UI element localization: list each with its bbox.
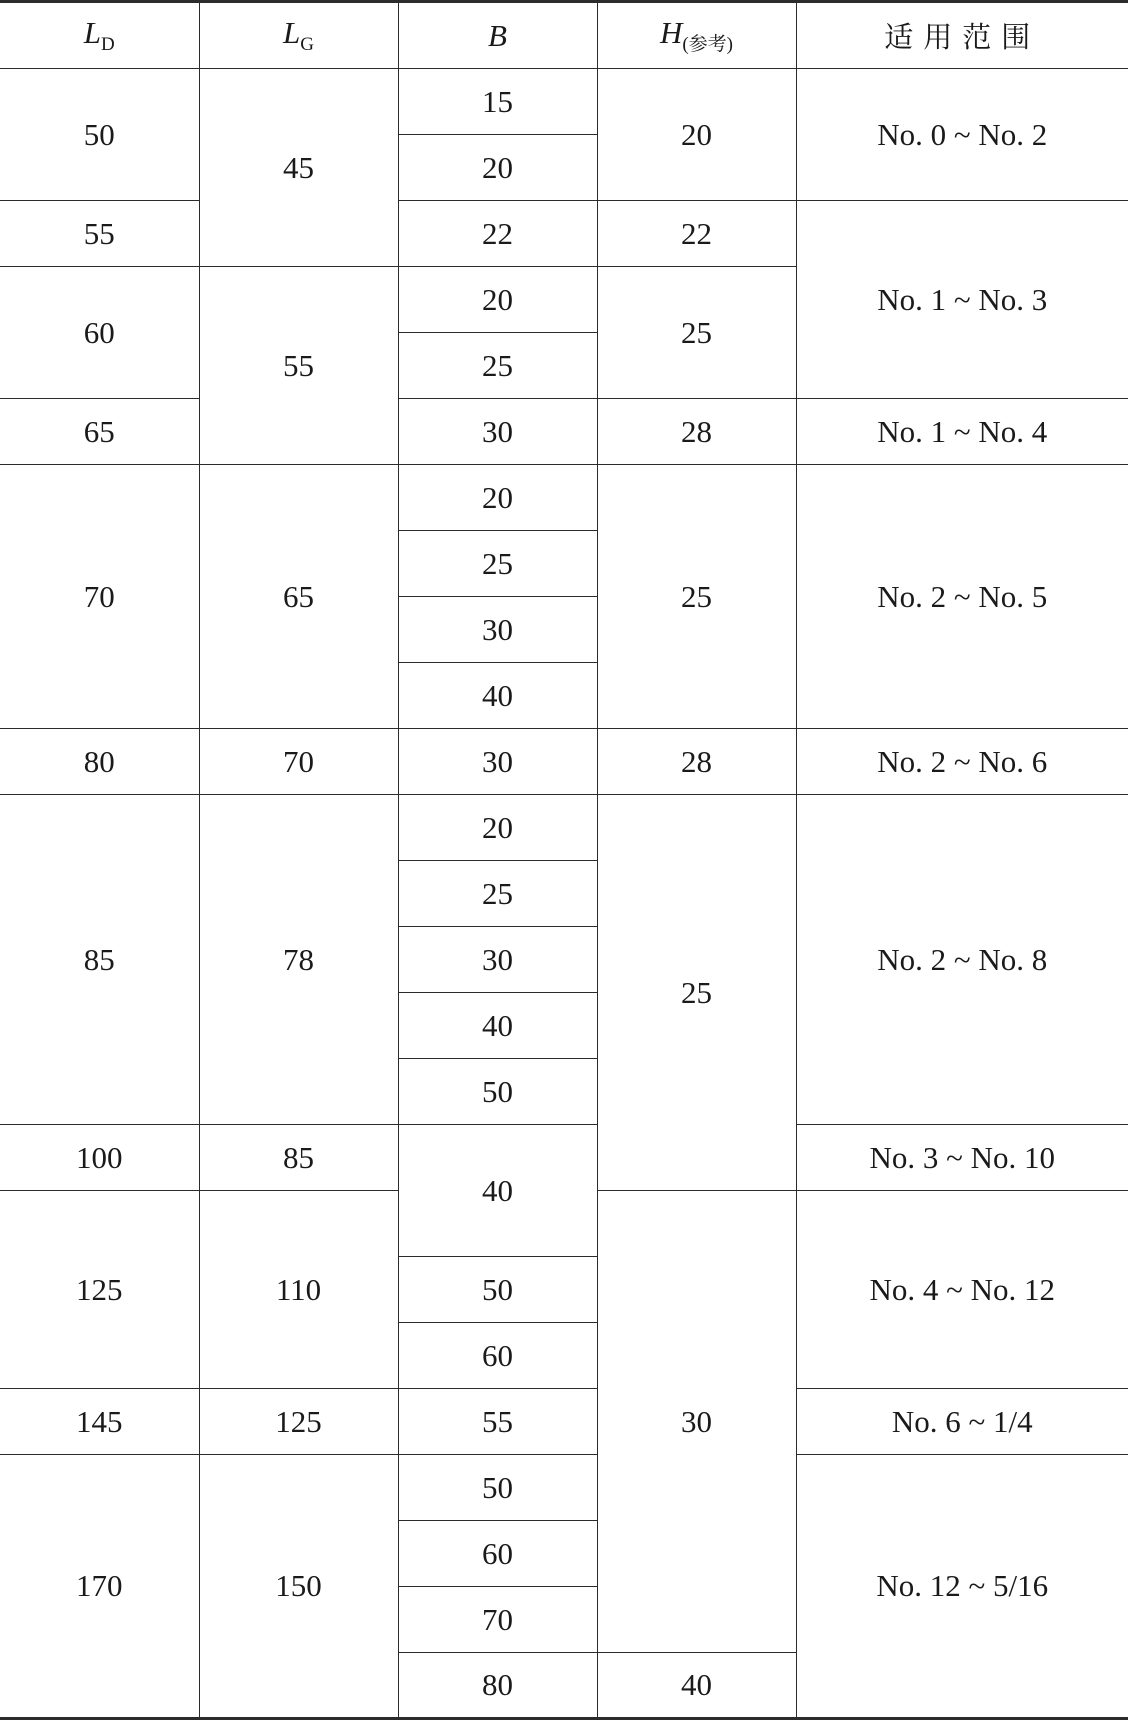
cell-b: 30 bbox=[398, 729, 597, 795]
cell-range: No. 2 ~ No. 6 bbox=[796, 729, 1128, 795]
cell-b: 15 bbox=[398, 69, 597, 135]
cell-ld: 145 bbox=[0, 1389, 199, 1455]
cell-h: 20 bbox=[597, 69, 796, 201]
table-row bbox=[0, 201, 1128, 267]
cell-lg: 65 bbox=[199, 465, 398, 729]
cell-range: No. 2 ~ No. 8 bbox=[796, 795, 1128, 1125]
cell-range: No. 0 ~ No. 2 bbox=[796, 69, 1128, 201]
cell-h: 25 bbox=[597, 267, 796, 399]
cell-ld: 55 bbox=[0, 201, 199, 267]
cell-b: 55 bbox=[398, 1389, 597, 1455]
cell-lg: 125 bbox=[199, 1389, 398, 1455]
cell-ld: 60 bbox=[0, 267, 199, 399]
cell-b: 60 bbox=[398, 1521, 597, 1587]
cell-b: 30 bbox=[398, 927, 597, 993]
cell-b: 60 bbox=[398, 1323, 597, 1389]
cell-b: 40 bbox=[398, 993, 597, 1059]
cell-b: 25 bbox=[398, 861, 597, 927]
cell-h: 25 bbox=[597, 795, 796, 1191]
cell-lg: 110 bbox=[199, 1191, 398, 1389]
table-row bbox=[0, 729, 1128, 795]
cell-b: 70 bbox=[398, 1587, 597, 1653]
cell-b: 25 bbox=[398, 333, 597, 399]
cell-h: 40 bbox=[597, 1653, 796, 1719]
cell-ld: 100 bbox=[0, 1125, 199, 1191]
cell-ld: 65 bbox=[0, 399, 199, 465]
table-row bbox=[0, 1455, 1128, 1521]
header-h: $H_{(参考)}$ bbox=[597, 2, 796, 69]
cell-ld: 85 bbox=[0, 795, 199, 1125]
cell-h: 30 bbox=[597, 1191, 796, 1653]
cell-range: No. 2 ~ No. 5 bbox=[796, 465, 1128, 729]
cell-b: 20 bbox=[398, 795, 597, 861]
header-ld: $L_D$ bbox=[0, 2, 199, 69]
cell-b: 80 bbox=[398, 1653, 597, 1719]
table-row bbox=[0, 795, 1128, 861]
table-row bbox=[0, 399, 1128, 465]
cell-b: 25 bbox=[398, 531, 597, 597]
cell-h: 22 bbox=[597, 201, 796, 267]
cell-range: No. 3 ~ No. 10 bbox=[796, 1125, 1128, 1191]
cell-h: 28 bbox=[597, 399, 796, 465]
header-row bbox=[0, 2, 1128, 69]
cell-b: 20 bbox=[398, 267, 597, 333]
cell-ld: 125 bbox=[0, 1191, 199, 1389]
cell-b: 22 bbox=[398, 201, 597, 267]
header-b: B bbox=[398, 2, 597, 69]
cell-b: 20 bbox=[398, 135, 597, 201]
cell-range: No. 6 ~ 1/4 bbox=[796, 1389, 1128, 1455]
cell-ld: 80 bbox=[0, 729, 199, 795]
cell-range: No. 1 ~ No. 3 bbox=[796, 201, 1128, 399]
cell-b: 40 bbox=[398, 1125, 597, 1257]
cell-ld: 70 bbox=[0, 465, 199, 729]
table-row bbox=[0, 465, 1128, 531]
cell-range: No. 12 ~ 5/16 bbox=[796, 1455, 1128, 1719]
cell-b: 50 bbox=[398, 1059, 597, 1125]
cell-h: 25 bbox=[597, 465, 796, 729]
table-row bbox=[0, 1125, 1128, 1191]
cell-b: 50 bbox=[398, 1257, 597, 1323]
header-lg: $L_G$ bbox=[199, 2, 398, 69]
header-range: 适用范围 bbox=[796, 2, 1128, 69]
cell-lg: 78 bbox=[199, 795, 398, 1125]
table-row bbox=[0, 69, 1128, 135]
cell-lg: 45 bbox=[199, 69, 398, 267]
cell-lg: 150 bbox=[199, 1455, 398, 1719]
table-row bbox=[0, 1389, 1128, 1455]
cell-b: 30 bbox=[398, 597, 597, 663]
cell-lg: 85 bbox=[199, 1125, 398, 1191]
cell-h: 28 bbox=[597, 729, 796, 795]
cell-ld: 170 bbox=[0, 1455, 199, 1719]
cell-b: 20 bbox=[398, 465, 597, 531]
cell-range: No. 1 ~ No. 4 bbox=[796, 399, 1128, 465]
cell-b: 50 bbox=[398, 1455, 597, 1521]
cell-b: 40 bbox=[398, 663, 597, 729]
cell-lg: 55 bbox=[199, 267, 398, 465]
cell-lg: 70 bbox=[199, 729, 398, 795]
cell-range: No. 4 ~ No. 12 bbox=[796, 1191, 1128, 1389]
cell-b: 30 bbox=[398, 399, 597, 465]
cell-ld: 50 bbox=[0, 69, 199, 201]
